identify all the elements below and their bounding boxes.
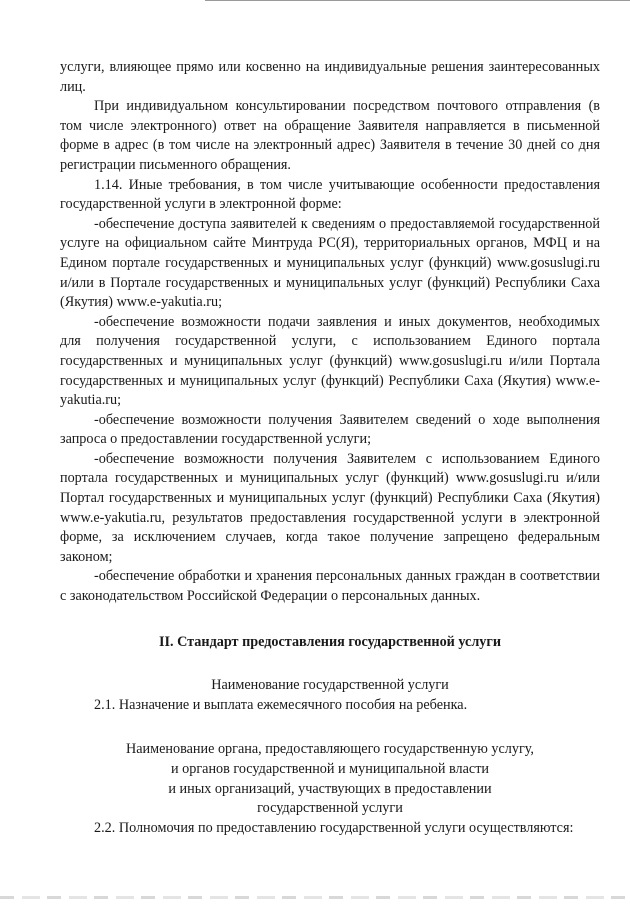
- paragraph-consultation-by-mail: При индивидуальном консультировании посредством почтового отправления (в том числе электронного) ответ на обращение Заявителя направляется в письменной форме в адрес (в том числе на электронный адрес) Заявителя в течение 30 дней со дня регистрации письменного обращения.: [60, 98, 600, 173]
- list-item-receive-results: -обеспечение возможности получения Заявителем с использованием Единого портала государственных и муниципальных услуг (функций) www.gosuslugi.ru и/или Портал государственных и муниципальных услуг (функций) Республики Саха (Якутия) www.e-yakutia.ru, результатов предоставления государственной услуги в электронной форме, за исключением случаев, когда такое получение запрещено федеральным законом;: [60, 450, 600, 565]
- list-item-request-status: -обеспечение возможности получения Заявителем сведений о ходе выполнения запроса о предоставлении государственной услуги;: [60, 411, 600, 448]
- document-page: [60, 58, 600, 838]
- item-2-2: 2.2. Полномочия по предоставлению государственной услуги осуществляются:: [94, 819, 574, 836]
- item-2-1: 2.1. Назначение и выплата ежемесячного пособия на ребенка.: [94, 696, 468, 713]
- subheading-service-name: Наименование государственной услуги: [211, 677, 449, 694]
- list-item-access-info: -обеспечение доступа заявителей к сведениям о предоставляемой государственной услуге на официальном сайте Минтруда РС(Я), территориальных органов, МФЦ и на Едином портале государственных и муниципальных услуг (функций) www.gosuslugi.ru и/или в Портале государственных и муниципальных услуг (функций) Республики Саха (Якутия) www.e-yakutia.ru;: [60, 215, 600, 311]
- list-item-personal-data: -обеспечение обработки и хранения персональных данных граждан в соответствии с законодательством Российской Федерации о персональных данных.: [60, 568, 600, 605]
- subheading-authority-line-1: Наименование органа, предоставляющего государственную услугу,: [126, 741, 534, 758]
- list-item-submit-application: -обеспечение возможности подачи заявления и иных документов, необходимых для получения государственной услуги, с использованием Единого портала государственных и муниципальных услуг (функций) www.gosuslugi.ru и/или Портала государственных и муниципальных услуг (функций) Республики Саха (Якутия) www.e-yakutia.ru;: [60, 313, 600, 409]
- subheading-authority-line-2: и органов государственной и муниципальной власти: [171, 761, 489, 777]
- paragraph-1-14: 1.14. Иные требования, в том числе учитывающие особенности предоставления государственной услуги в электронной форме:: [60, 176, 600, 213]
- subheading-authority-line-3: и иных организаций, участвующих в предоставлении: [168, 780, 492, 797]
- paragraph-continuation: услуги, влияющее прямо или косвенно на индивидуальные решения заинтересованных лиц.: [60, 59, 600, 95]
- scan-top-border: [205, 0, 630, 1]
- scan-bottom-noise: [0, 896, 630, 899]
- section-heading: II. Стандарт предоставления государственной услуги: [158, 633, 502, 650]
- subheading-authority-line-4: государственной услуги: [257, 800, 403, 817]
